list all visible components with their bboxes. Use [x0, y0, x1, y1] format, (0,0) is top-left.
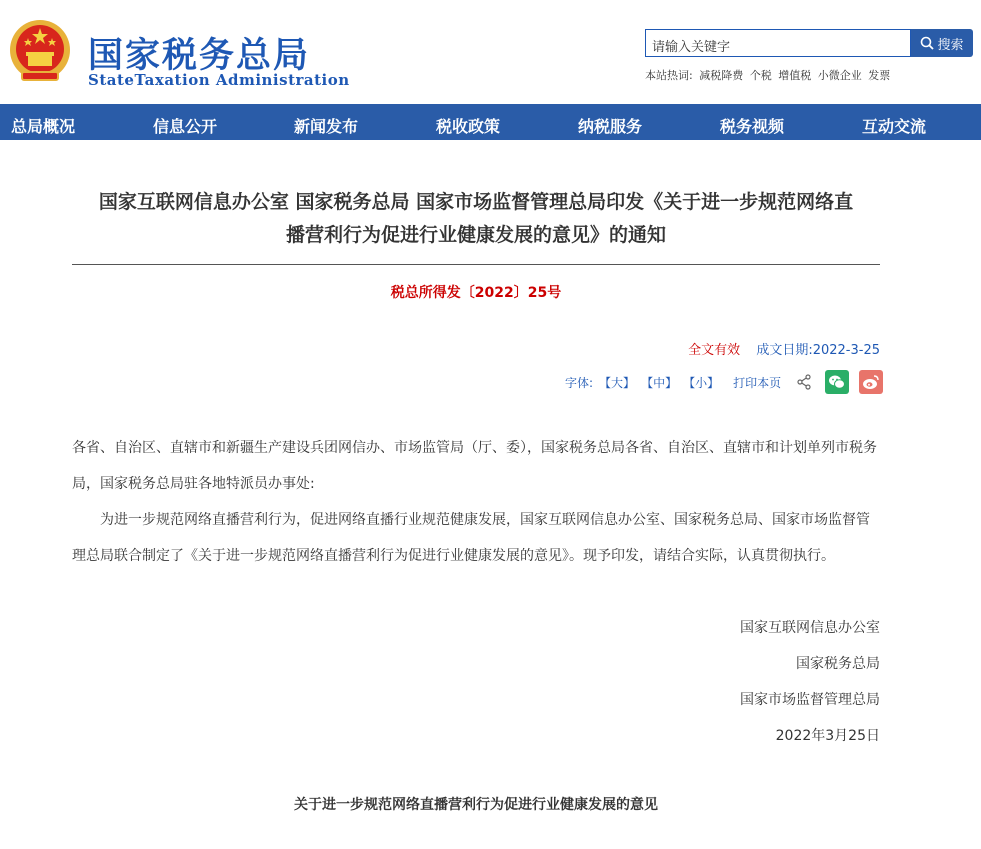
article-title [72, 186, 880, 252]
article-meta [688, 339, 880, 358]
site-logo-en[interactable]: StateTaxation Administration [88, 71, 350, 89]
hot-word-link[interactable]: 发票 [868, 69, 891, 82]
national-emblem-icon[interactable] [8, 18, 72, 86]
validity-status: 全文有效 [688, 343, 741, 358]
nav-item-taxpayer-service[interactable]: 纳税服务 [578, 117, 643, 136]
issue-date: 成文日期:2022-3-25 [756, 343, 880, 358]
hot-word-link[interactable]: 增值税 [778, 69, 812, 82]
nav-item-info-disclosure[interactable]: 信息公开 [153, 117, 218, 136]
search-input[interactable]: 请输入关键字 [645, 29, 911, 57]
search-button[interactable] [911, 29, 973, 57]
signatory: 国家互联网信息办公室 [740, 620, 880, 636]
share-icon[interactable] [797, 374, 811, 390]
weibo-share-button[interactable] [859, 370, 883, 394]
site-header [0, 0, 981, 104]
hot-word-link[interactable]: 小微企业 [817, 69, 862, 82]
font-medium-button[interactable]: 【中】 [641, 375, 678, 390]
signature-date: 2022年3月25日 [775, 728, 880, 744]
paragraph-addressee: 各省、自治区、直辖市和新疆生产建设兵团网信办、市场监管局（厅、委），国家税务总局各省、自治区、直辖市和计划单列市税务局，国家税务总局驻各地特派员办事处: [72, 440, 877, 492]
font-size-label: 字体: [565, 375, 594, 390]
hot-word-link[interactable]: 个税 [749, 69, 772, 82]
search-icon [920, 36, 934, 50]
print-button[interactable]: 打印本页 [733, 375, 782, 390]
weibo-icon [862, 374, 880, 390]
font-small-button[interactable]: 【小】 [683, 375, 720, 390]
search-button-label: 搜索 [937, 37, 964, 53]
title-divider [72, 264, 880, 265]
main-nav [0, 104, 981, 140]
article-title-line: 播营利行为促进行业健康发展的意见》的通知 [285, 224, 666, 246]
signatory: 国家市场监督管理总局 [740, 692, 880, 708]
nav-item-interaction[interactable]: 互动交流 [862, 117, 927, 136]
hot-word-link[interactable]: 减税降费 [699, 69, 744, 82]
signatory: 国家税务总局 [796, 656, 880, 672]
site-logo-cn[interactable]: 国家税务总局 [88, 36, 311, 76]
hot-words [645, 67, 893, 83]
hot-words-label: 本站热词: [645, 69, 693, 82]
wechat-share-button[interactable] [825, 370, 849, 394]
nav-item-news[interactable]: 新闻发布 [294, 117, 359, 136]
article-title-line: 国家互联网信息办公室 国家税务总局 国家市场监督管理总局印发《关于进一步规范网络直 [98, 191, 854, 213]
wechat-icon [828, 374, 846, 390]
nav-item-tax-policy[interactable]: 税收政策 [436, 117, 501, 136]
nav-item-overview[interactable]: 总局概况 [11, 117, 76, 136]
article-toolbar [565, 368, 883, 396]
paragraph-body: 为进一步规范网络直播营利行为，促进网络直播行业规范健康发展，国家互联网信息办公室、国家税务总局、国家市场监督管理总局联合制定了《关于进一步规范网络直播营利行为促进行业健康发展的意见》。现予印发，请结合实际，认真贯彻执行。 [72, 512, 870, 564]
attachment-title: 关于进一步规范网络直播营利行为促进行业健康发展的意见 [294, 797, 658, 813]
document-number: 税总所得发〔2022〕25号 [390, 285, 562, 301]
nav-item-tax-video[interactable]: 税务视频 [720, 117, 785, 136]
font-large-button[interactable]: 【大】 [599, 375, 636, 390]
